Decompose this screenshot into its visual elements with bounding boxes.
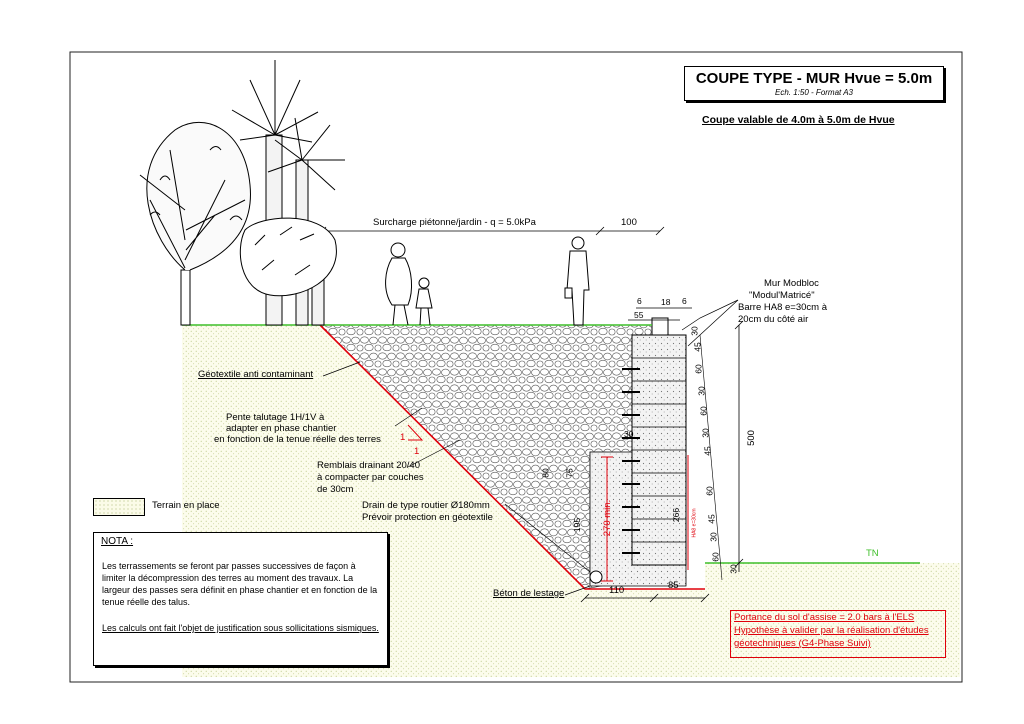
nota-paragraph-1: Les terrassements se feront par passes successives de façon à limiter la décompression des terres au moment des travaux. La largeur des passes sera définit en phase chantier et en fonction de la tenue réelle des talus. xyxy=(102,561,378,607)
nota-paragraph-2: Les calculs ont fait l'objet de justification sous sollicitations sismiques. xyxy=(102,623,379,633)
terrain-legend-label: Terrain en place xyxy=(152,500,220,511)
terrain-legend-swatch xyxy=(93,498,145,516)
dim-6b: 6 xyxy=(682,296,687,306)
dim-266: 266 xyxy=(671,507,682,523)
dim-stack-9: 30 xyxy=(708,532,719,542)
dim-stack-3: 30 xyxy=(696,386,707,396)
slope-v-label: 1 xyxy=(400,432,406,443)
figure-mother-child xyxy=(386,243,432,325)
dim-stack-1: 45 xyxy=(692,342,703,352)
dim-30-bottom: 30 xyxy=(728,564,739,574)
dim-80: 80 xyxy=(540,468,551,478)
drawing-title: COUPE TYPE - MUR Hvue = 5.0m xyxy=(695,70,933,87)
dim-500: 500 xyxy=(745,430,757,446)
dim-195: 195 xyxy=(572,517,583,533)
tn-label: TN xyxy=(866,548,879,559)
bar-note: HA8 e=30cm xyxy=(691,508,698,538)
nota-title: NOTA : xyxy=(101,536,134,547)
dim-110: 110 xyxy=(609,585,625,596)
drain-pipe xyxy=(590,571,602,583)
remblais-label-2: à compacter par couches xyxy=(317,472,424,483)
dim-18: 18 xyxy=(661,297,671,307)
pente-label-3: en fonction de la tenue réelle des terres xyxy=(214,434,381,445)
pente-label-2: adapter en phase chantier xyxy=(226,423,337,434)
mur-label-4: 20cm du côté air xyxy=(738,314,809,325)
mur-label-3: Barre HA8 e=30cm à xyxy=(738,302,827,313)
warning-line-1: Portance du sol d'assise = 2.0 bars à l'ELS xyxy=(734,612,915,623)
remblais-label-1: Remblais drainant 20/40 xyxy=(317,460,420,471)
dim-stack-8: 45 xyxy=(706,514,717,524)
dim-stack-2: 60 xyxy=(693,364,704,374)
warning-line-3: géotechniques (G4-Phase Suivi) xyxy=(734,638,871,649)
dim-6a: 6 xyxy=(637,296,642,306)
tree-deciduous xyxy=(140,122,250,325)
min-length-label: 270 min. xyxy=(602,499,614,537)
geotextile-label: Géotextile anti contaminant xyxy=(198,369,314,380)
dim-75: 75 xyxy=(564,468,575,478)
wall-coping xyxy=(652,318,668,335)
surcharge-label: Surcharge piétonne/jardin - q = 5.0kPa xyxy=(373,217,536,228)
warning-line-2: Hypothèse à valider par la réalisation d'études xyxy=(734,625,929,636)
drain-label-1: Drain de type routier Ø180mm xyxy=(362,500,490,511)
pente-label-1: Pente talutage 1H/1V à xyxy=(226,412,325,423)
dim-55: 55 xyxy=(634,310,644,320)
dim-100: 100 xyxy=(621,217,637,228)
dim-stack-10: 60 xyxy=(710,552,721,562)
mur-label-2: "Modul'Matricé" xyxy=(749,290,815,301)
beton-label: Béton de lestage xyxy=(493,588,565,599)
dim-stack-5: 30 xyxy=(700,428,711,438)
remblais-label-3: de 30cm xyxy=(317,484,354,495)
drain-label-2: Prévoir protection en géotextile xyxy=(362,512,493,523)
mur-label-1: Mur Modbloc xyxy=(764,278,819,289)
dim-30-top: 30 xyxy=(624,429,634,439)
dim-stack-0: 30 xyxy=(689,326,700,336)
slope-h-label: 1 xyxy=(414,446,420,457)
dim-stack-6: 45 xyxy=(702,446,713,456)
dim-85: 85 xyxy=(668,580,679,591)
dim-stack-7: 60 xyxy=(704,486,715,496)
dim-stack-4: 60 xyxy=(698,406,709,416)
figure-man xyxy=(565,237,589,325)
drawing-scale: Ech. 1:50 - Format A3 xyxy=(775,88,853,97)
validity-note: Coupe valable de 4.0m à 5.0m de Hvue xyxy=(702,114,895,126)
